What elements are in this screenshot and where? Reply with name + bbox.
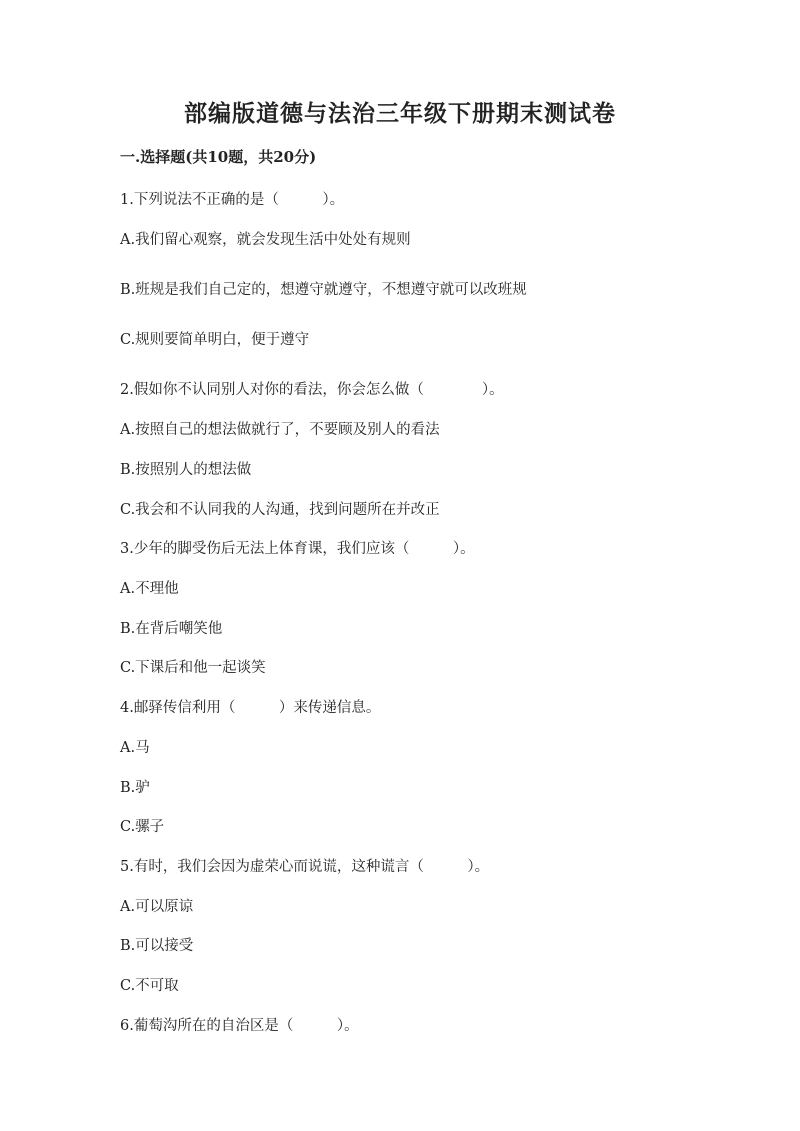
question-option: C.规则要简单明白，便于遵守: [120, 332, 310, 348]
question-option: C.不可取: [120, 978, 179, 994]
question-option: B.按照别人的想法做: [120, 462, 252, 478]
question-option: A.按照自己的想法做就行了，不要顾及别人的看法: [120, 422, 440, 438]
exam-title: 部编版道德与法治三年级下册期末测试卷: [184, 100, 616, 127]
question-option: A.马: [120, 740, 150, 756]
question-option: C.下课后和他一起谈笑: [120, 660, 266, 676]
question-option: C.骡子: [120, 819, 165, 835]
question-stem: 5.有时，我们会因为虚荣心而说谎，这种谎言（ ）。: [120, 859, 490, 875]
question-stem: 4.邮驿传信利用（ ）来传递信息。: [120, 700, 381, 716]
question-option: A.不理他: [120, 581, 179, 597]
question-option: B.驴: [120, 780, 150, 796]
question-stem: 6.葡萄沟所在的自治区是（ ）。: [120, 1018, 359, 1034]
question-option: B.可以接受: [120, 938, 194, 954]
question-option: A.我们留心观察，就会发现生活中处处有规则: [120, 232, 411, 248]
question-option: C.我会和不认同我的人沟通，找到问题所在并改正: [120, 502, 440, 518]
question-stem: 1.下列说法不正确的是（ ）。: [120, 192, 345, 208]
question-option: B.班规是我们自己定的，想遵守就遵守，不想遵守就可以改班规: [120, 282, 527, 298]
question-stem: 2.假如你不认同别人对你的看法，你会怎么做（ ）。: [120, 382, 504, 398]
question-stem: 3.少年的脚受伤后无法上体育课，我们应该（ ）。: [120, 541, 475, 557]
question-option: A.可以原谅: [120, 899, 194, 915]
question-option: B.在背后嘲笑他: [120, 621, 223, 637]
section-heading: 一.选择题(共10题，共20分): [120, 148, 317, 166]
